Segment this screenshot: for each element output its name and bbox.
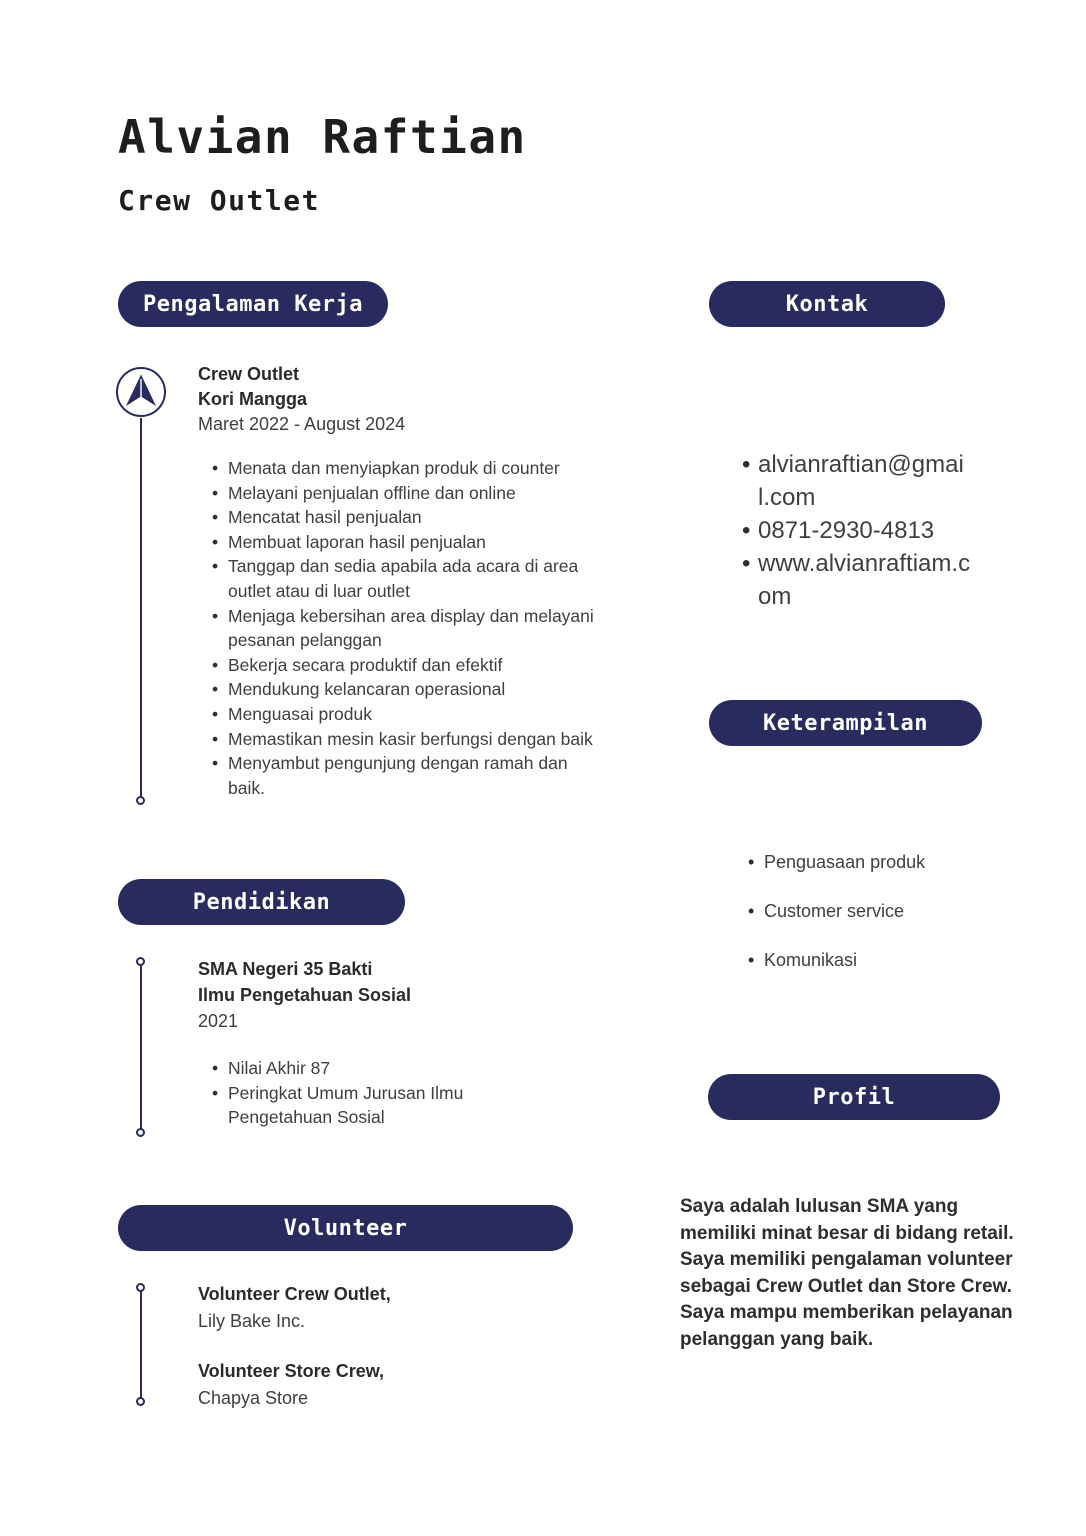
- contact-website: • www.alvianraftiam.com: [740, 547, 972, 613]
- job-title-subtitle: Crew Outlet: [118, 184, 320, 217]
- list-item: • Peringkat Umum Jurusan Ilmu Pengetahuan Sosial: [210, 1081, 502, 1130]
- experience-role: Crew Outlet: [198, 364, 300, 384]
- skills-list: [746, 850, 1036, 997]
- list-item: • Memastikan mesin kasir berfungsi dengan baik: [210, 727, 602, 752]
- education-year: 2021: [198, 1011, 239, 1031]
- volunteer-role: Volunteer Store Crew,: [198, 1361, 385, 1381]
- section-badge-skills: Keterampilan: [709, 700, 982, 746]
- list-item: • Komunikasi: [746, 948, 1036, 972]
- education-highlights-list: [210, 1056, 502, 1130]
- volunteer-role: Volunteer Crew Outlet,: [198, 1284, 391, 1304]
- list-item: • Menjaga kebersihan area display dan melayani pesanan pelanggan: [210, 604, 602, 653]
- contact-email: • alvianraftian@gmail.com: [740, 448, 972, 514]
- list-item: • Melayani penjualan offline dan online: [210, 481, 602, 506]
- section-badge-contact: Kontak: [709, 281, 945, 327]
- timeline-dot: [136, 796, 145, 805]
- education-major: Ilmu Pengetahuan Sosial: [198, 985, 412, 1005]
- page-title: Alvian Raftian: [118, 110, 527, 164]
- timeline-line-experience: [140, 418, 142, 798]
- timeline-dot: [136, 1397, 145, 1406]
- list-item: • Mendukung kelancaran operasional: [210, 677, 602, 702]
- section-badge-volunteer: Volunteer: [118, 1205, 573, 1251]
- list-item: • Nilai Akhir 87: [210, 1056, 502, 1081]
- list-item: • Tanggap dan sedia apabila ada acara di area outlet atau di luar outlet: [210, 554, 602, 603]
- section-badge-experience: Pengalaman Kerja: [118, 281, 388, 327]
- experience-period: Maret 2022 - August 2024: [198, 414, 406, 434]
- experience-entry: [198, 362, 628, 437]
- volunteer-entries: [198, 1281, 618, 1435]
- education-entry: [198, 956, 618, 1034]
- education-school: SMA Negeri 35 Bakti: [198, 959, 373, 979]
- list-item: • Menyambut pengunjung dengan ramah dan baik.: [210, 751, 602, 800]
- profile-summary: Saya adalah lulusan SMA yang memiliki minat besar di bidang retail. Saya memiliki pengalaman volunteer sebagai Crew Outlet dan Store Crew. Saya mampu memberikan pelayanan pelanggan yang baik.: [680, 1196, 1014, 1350]
- section-badge-education: Pendidikan: [118, 879, 405, 925]
- experience-company: Kori Mangga: [198, 389, 308, 409]
- volunteer-org: Lily Bake Inc.: [198, 1311, 306, 1331]
- list-item: • Membuat laporan hasil penjualan: [210, 530, 602, 555]
- timeline-line-volunteer: [140, 1291, 142, 1399]
- timeline-dot: [136, 1128, 145, 1137]
- section-badge-profile: Profil: [708, 1074, 1000, 1120]
- list-item: • Customer service: [746, 899, 1036, 923]
- list-item: • Mencatat hasil penjualan: [210, 505, 602, 530]
- list-item: • Menguasai produk: [210, 702, 602, 727]
- list-item: • Bekerja secara produktif dan efektif: [210, 653, 602, 678]
- list-item: • Penguasaan produk: [746, 850, 1036, 874]
- volunteer-entry: [198, 1281, 618, 1335]
- arrow-logo-icon: [115, 366, 167, 418]
- contact-phone: • 0871-2930-4813: [740, 514, 972, 547]
- contact-list: [740, 448, 972, 613]
- timeline-line-education: [140, 965, 142, 1129]
- volunteer-entry: [198, 1358, 618, 1412]
- experience-duties-list: [210, 456, 602, 800]
- list-item: • Menata dan menyiapkan produk di counter: [210, 456, 602, 481]
- volunteer-org: Chapya Store: [198, 1388, 309, 1408]
